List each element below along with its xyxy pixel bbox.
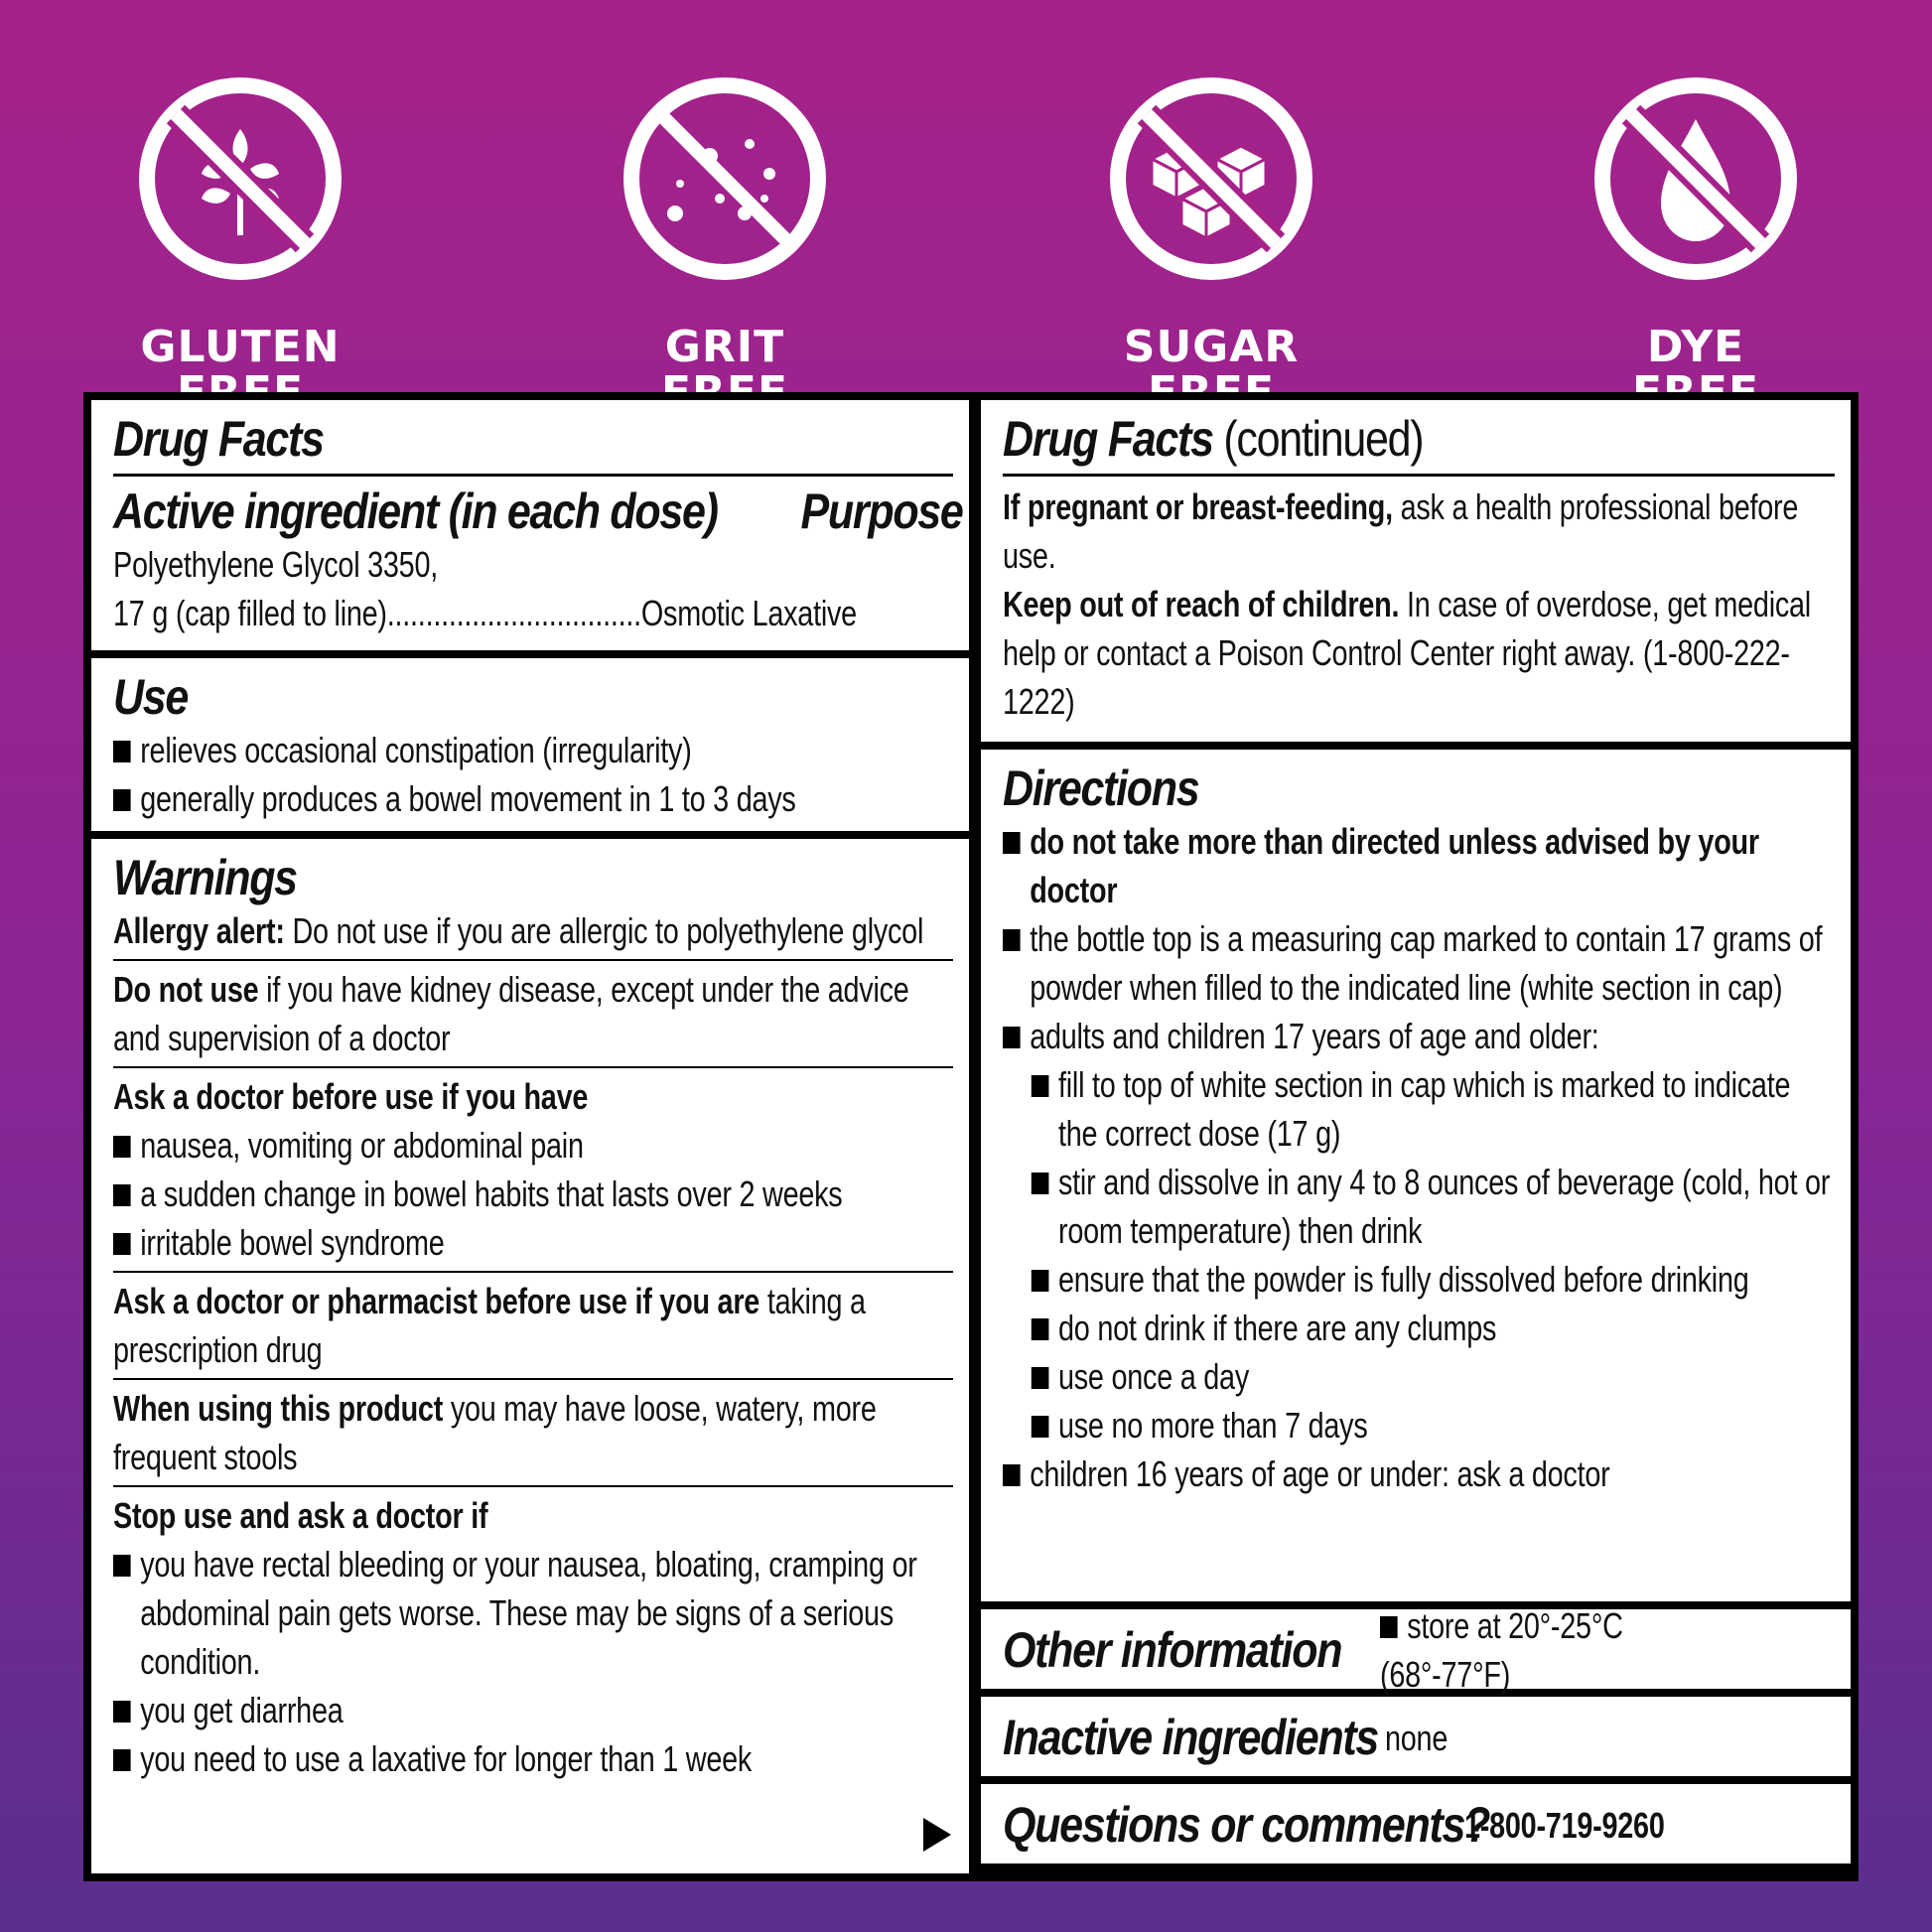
ask-pharmacist bbox=[113, 1277, 953, 1374]
ask-pharmacist-bold: Ask a doctor or pharmacist before use if you are bbox=[113, 1281, 760, 1321]
other-information-text bbox=[1380, 1601, 1743, 1699]
active-ingredient-heading: Active ingredient (in each dose) bbox=[113, 483, 718, 539]
when-using bbox=[113, 1384, 953, 1481]
bullet-square-icon bbox=[1032, 1173, 1049, 1194]
questions-box bbox=[981, 1784, 1851, 1863]
bullet-square-icon bbox=[1003, 1464, 1021, 1486]
bullet-square-icon bbox=[1003, 929, 1021, 951]
pregnant-warning bbox=[1003, 483, 1835, 580]
list-item bbox=[113, 726, 953, 774]
bullet-square-icon bbox=[113, 1233, 131, 1255]
direction-subitem: stir and dissolve in any 4 to 8 ounces of beverage (cold, hot or room temperature) then drink bbox=[1058, 1162, 1831, 1251]
ask-pharmacist-text: taking a prescription drug bbox=[113, 1281, 866, 1370]
direction-item: the bottle top is a measuring cap marked to contain 17 grams of powder when filled to the indicated line (white section in cap) bbox=[1030, 918, 1823, 1008]
ask-doctor-heading bbox=[113, 1072, 953, 1121]
pregnancy-box bbox=[981, 400, 1851, 742]
pregnant-text: ask a health professional before use. bbox=[1003, 486, 1799, 576]
sub-list-item bbox=[1003, 1304, 1835, 1352]
list-item bbox=[1003, 1449, 1835, 1498]
drug-facts-title: Drug Facts bbox=[1003, 411, 1213, 467]
do-not-use-bold: Do not use bbox=[113, 969, 259, 1010]
purpose-heading: Purpose bbox=[800, 483, 963, 539]
badge-gluten-free bbox=[111, 74, 369, 416]
sub-list-item bbox=[1003, 1158, 1835, 1255]
bullet-square-icon bbox=[113, 1136, 131, 1158]
list-item bbox=[113, 1121, 953, 1170]
bullet-square-icon bbox=[1032, 1367, 1049, 1389]
inactive-ingredients-heading: Inactive ingredients bbox=[1003, 1710, 1379, 1765]
direction-bold-item: do not take more than directed unless advised by your doctor bbox=[1030, 821, 1759, 910]
allergy-text: Do not use if you are allergic to polyethylene glycol bbox=[284, 910, 924, 951]
directions-heading: Directions bbox=[1003, 760, 1199, 816]
badge-line1: GRIT bbox=[664, 322, 785, 372]
bullet-square-icon bbox=[1032, 1416, 1049, 1438]
list-item bbox=[113, 1734, 953, 1783]
divider bbox=[113, 959, 953, 961]
direction-item: children 16 years of age or under: ask a doctor bbox=[1030, 1453, 1610, 1494]
list-item bbox=[113, 1686, 953, 1734]
stop-use-heading-text: Stop use and ask a doctor if bbox=[113, 1495, 488, 1536]
continued-label: (continued) bbox=[1212, 411, 1424, 467]
stop-use-item: you need to use a laxative for longer than 1 week bbox=[140, 1738, 753, 1779]
badges-row bbox=[0, 0, 1932, 387]
badge-grit-free bbox=[596, 74, 854, 416]
bullet-square-icon bbox=[1003, 832, 1021, 854]
list-item bbox=[113, 1218, 953, 1267]
when-using-text: you may have loose, watery, more frequent stools bbox=[113, 1388, 877, 1477]
when-using-bold: When using this product bbox=[113, 1388, 444, 1429]
do-not-use-text: if you have kidney disease, except under the advice and supervision of a doctor bbox=[113, 969, 909, 1058]
keep-out-bold: Keep out of reach of children. bbox=[1003, 584, 1400, 624]
divider bbox=[113, 474, 953, 477]
badge-line1: DYE bbox=[1646, 322, 1745, 372]
sugar-free-icon bbox=[1107, 74, 1315, 283]
sub-list-item bbox=[1003, 1060, 1835, 1158]
storage-text: store at 20°-25°C (68°-77°F) bbox=[1380, 1605, 1623, 1695]
direction-subitem: use once a day bbox=[1058, 1356, 1249, 1397]
keep-out-of-reach bbox=[1003, 580, 1835, 726]
stop-use-item: you get diarrhea bbox=[140, 1690, 344, 1730]
ask-doctor-item: nausea, vomiting or abdominal pain bbox=[140, 1125, 584, 1166]
direction-subitem: use no more than 7 days bbox=[1058, 1405, 1368, 1446]
list-item bbox=[1003, 817, 1835, 914]
stop-use-item: you have rectal bleeding or your nausea, bloating, cramping or abdominal pain gets worse. These may be signs of a serious condition. bbox=[140, 1544, 917, 1682]
warnings-heading: Warnings bbox=[113, 850, 297, 905]
drug-facts-right-panel bbox=[973, 392, 1859, 1881]
dye-free-icon bbox=[1591, 74, 1800, 283]
list-item bbox=[113, 1540, 953, 1686]
sub-list-item bbox=[1003, 1401, 1835, 1449]
sub-list-item bbox=[1003, 1352, 1835, 1401]
questions-phone[interactable]: 1-800-719-9260 bbox=[1464, 1804, 1665, 1846]
bullet-square-icon bbox=[113, 1184, 131, 1206]
active-heading-row bbox=[113, 483, 963, 540]
bullet-square-icon bbox=[113, 1749, 131, 1771]
drug-facts-continued-title bbox=[1003, 410, 1719, 468]
keep-out-text: In case of overdose, get medical help or contact a Poison Control Center right away. (1-800-222-1222) bbox=[1003, 584, 1811, 722]
bullet-square-icon bbox=[1032, 1270, 1049, 1292]
bullet-square-icon bbox=[1032, 1075, 1049, 1097]
bullet-square-icon bbox=[113, 741, 131, 762]
do-not-use bbox=[113, 965, 953, 1062]
inactive-ingredients-box bbox=[981, 1697, 1851, 1776]
bullet-square-icon bbox=[1380, 1616, 1398, 1638]
divider bbox=[1003, 474, 1835, 477]
sub-list-item bbox=[1003, 1255, 1835, 1304]
bullet-square-icon bbox=[113, 1701, 131, 1723]
pregnant-bold: If pregnant or breast-feeding, bbox=[1003, 486, 1393, 527]
drug-facts-title: Drug Facts bbox=[113, 411, 324, 467]
drug-facts-left-panel bbox=[83, 392, 977, 1881]
badge-line1: SUGAR bbox=[1123, 322, 1300, 372]
use-heading: Use bbox=[113, 669, 189, 725]
active-ingredient-line2: 17 g (cap filled to line).................................Osmotic Laxative bbox=[113, 593, 857, 633]
divider bbox=[113, 1485, 953, 1487]
direction-item: adults and children 17 years of age and older: bbox=[1030, 1016, 1599, 1056]
list-item bbox=[113, 1170, 953, 1218]
bullet-square-icon bbox=[1003, 1027, 1021, 1048]
badge-dye-free bbox=[1567, 74, 1825, 416]
badge-sugar-free bbox=[1082, 74, 1340, 416]
allergy-bold: Allergy alert: bbox=[113, 910, 285, 951]
list-item bbox=[1003, 914, 1835, 1012]
inactive-ingredients-text: none bbox=[1385, 1717, 1449, 1758]
bullet-square-icon bbox=[1032, 1318, 1049, 1340]
stop-use-heading bbox=[113, 1491, 953, 1540]
other-information-heading: Other information bbox=[1003, 1622, 1342, 1678]
badge-line1: GLUTEN bbox=[140, 322, 341, 372]
divider bbox=[113, 1066, 953, 1068]
direction-subitem: fill to top of white section in cap which is marked to indicate the correct dose (17 g) bbox=[1058, 1064, 1791, 1154]
active-ingredient-line1: Polyethylene Glycol 3350, bbox=[113, 544, 439, 585]
use-box bbox=[91, 658, 969, 831]
allergy-alert bbox=[113, 906, 953, 955]
active-ingredient-box bbox=[91, 400, 969, 650]
ask-doctor-heading-text: Ask a doctor before use if you have bbox=[113, 1076, 589, 1117]
list-item bbox=[1003, 1012, 1835, 1060]
divider bbox=[113, 1378, 953, 1380]
direction-subitem: do not drink if there are any clumps bbox=[1058, 1308, 1497, 1348]
other-information-box bbox=[981, 1605, 1851, 1695]
use-item-text: generally produces a bowel movement in 1 to 3 days bbox=[140, 778, 796, 819]
use-item-text: relieves occasional constipation (irregularity) bbox=[140, 730, 692, 770]
ask-doctor-item: irritable bowel syndrome bbox=[140, 1222, 445, 1263]
continue-arrow-icon bbox=[923, 1818, 951, 1852]
bullet-square-icon bbox=[113, 1555, 131, 1577]
ask-doctor-item: a sudden change in bowel habits that lasts over 2 weeks bbox=[140, 1173, 843, 1214]
warnings-box bbox=[91, 839, 969, 1873]
grit-free-icon bbox=[621, 74, 829, 283]
questions-heading: Questions or comments? bbox=[1003, 1797, 1490, 1853]
gluten-free-icon bbox=[136, 74, 345, 283]
bullet-square-icon bbox=[113, 789, 131, 811]
list-item bbox=[113, 774, 953, 823]
divider bbox=[113, 1271, 953, 1273]
direction-subitem: ensure that the powder is fully dissolved before drinking bbox=[1058, 1259, 1749, 1300]
directions-box bbox=[981, 750, 1851, 1601]
